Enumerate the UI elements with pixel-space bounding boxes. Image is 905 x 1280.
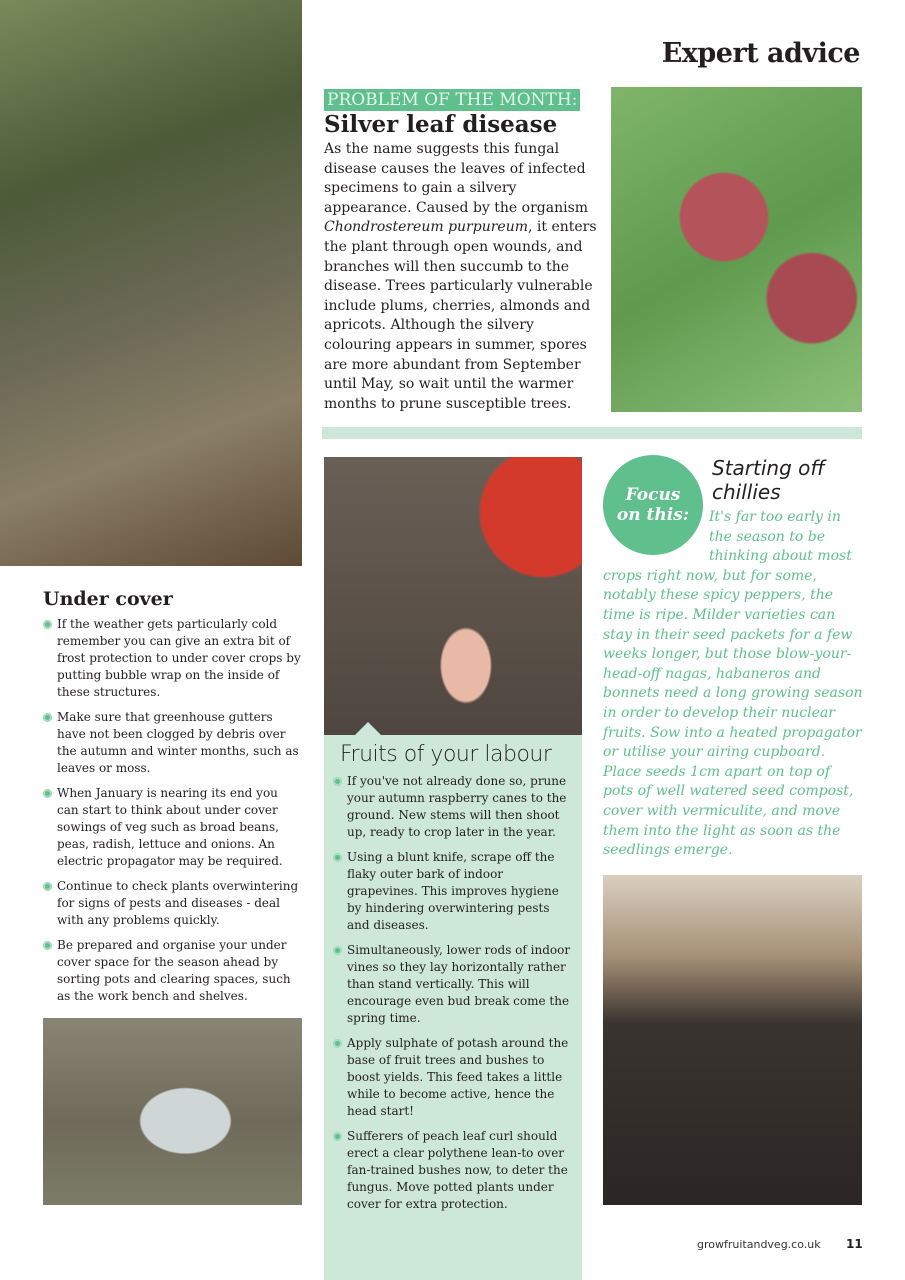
list-item [333, 849, 573, 934]
bullet-icon [333, 946, 342, 955]
pruning-secateurs-photo [324, 457, 582, 735]
list-item-text: If the weather gets particularly cold remember you can give an extra bit of frost protection to under cover crops by putting bubble wrap on the inside of these structures. [57, 617, 301, 699]
badge-wrap-spacer [603, 508, 709, 566]
fruits-list [333, 773, 573, 1221]
list-item-text: Sufferers of peach leaf curl should erect a clear polythene lean-to over fan-trained bushes now, to deter the fungus. Move potted plants under cover for extra protection. [347, 1129, 568, 1211]
focus-badge-line: on this: [616, 505, 690, 525]
list-item [333, 1035, 573, 1120]
list-item-text: Simultaneously, lower rods of indoor vines so they lay horizontally rather than stand vertically. This will encourage even bud break come the spring time. [347, 943, 571, 1025]
problem-body-text: As the name suggests this fungal disease causes the leaves of infected specimens to gain a silvery appearance. Caused by the organism [324, 141, 589, 216]
problem-body-text: , it enters the plant through open wounds, and branches will then succumb to the disease. Trees particularly vulnerable include plums, cherries, almonds and apricots. Although the silvery colouring appears in summer, spores are more abundant from September until May, so wait until the warmer months to prune susceptible trees. [324, 219, 597, 412]
section-divider [322, 427, 862, 439]
list-item-text: When January is nearing its end you can start to think about under cover sowings of veg such as broad beans, peas, radish, lettuce and onions. An electric propagator may be required. [57, 786, 283, 868]
fruits-heading: Fruits of your labour [340, 742, 552, 767]
gardener-sweeping-photo [0, 0, 302, 566]
bullet-icon [43, 941, 52, 950]
panel-notch [355, 722, 381, 735]
bullet-icon [333, 1039, 342, 1048]
list-item [333, 773, 573, 841]
greenhouse-photo [43, 1018, 302, 1205]
page-title: Expert advice [661, 38, 860, 69]
list-item-text: Continue to check plants overwintering for signs of pests and diseases - deal with any problems quickly. [57, 879, 299, 927]
under-cover-list [43, 616, 301, 1013]
list-item [43, 785, 301, 870]
bullet-icon [43, 882, 52, 891]
focus-badge-line: Focus [625, 485, 681, 505]
bullet-icon [333, 853, 342, 862]
problem-of-month-label: PROBLEM OF THE MONTH: [324, 89, 580, 111]
list-item-text: Apply sulphate of potash around the base of fruit trees and bushes to boost yields. This feed takes a little while to become active, hence the head start! [347, 1036, 569, 1118]
focus-title: Starting off chillies [712, 456, 825, 504]
list-item [43, 616, 301, 701]
problem-body [324, 140, 604, 414]
focus-body-text: It's far too early in the season to be thinking about most crops right now, but for some, notably these spicy peppers, the time is ripe. Milder varieties can stay in their seed packets for a few weeks longer, but those blow-your-head-off nagas, habaneros and bonnets need a long growing season in order to develop their nuclear fruits. Sow into a heated propagator or utilise your airing cupboard. Place seeds 1cm apart on top of pots of well watered seed compost, cover with vermiculite, and move them into the light as soon as the seedlings emerge. [603, 509, 863, 859]
under-cover-heading: Under cover [43, 588, 173, 610]
list-item-text: Using a blunt knife, scrape off the flaky outer bark of indoor grapevines. This improves hygiene by hindering overwintering pests and diseases. [347, 850, 559, 932]
bullet-icon [333, 1132, 342, 1141]
problem-title: Silver leaf disease [324, 111, 558, 138]
list-item [43, 937, 301, 1005]
bullet-icon [43, 713, 52, 722]
focus-body [603, 508, 863, 861]
organism-name: Chondrostereum purpureum [324, 219, 528, 236]
footer-website: growfruitandveg.co.uk [697, 1238, 821, 1251]
list-item-text: Make sure that greenhouse gutters have not been clogged by debris over the autumn and winter months, such as leaves or moss. [57, 710, 299, 775]
bullet-icon [333, 777, 342, 786]
list-item [333, 942, 573, 1027]
list-item [43, 878, 301, 929]
page-number: 11 [846, 1237, 863, 1251]
list-item-text: Be prepared and organise your under cover space for the season ahead by sorting pots and clearing spaces, such as the work bench and shelves. [57, 938, 291, 1003]
list-item-text: If you've not already done so, prune your autumn raspberry canes to the ground. New stems will then shoot up, ready to crop later in the year. [347, 774, 567, 839]
list-item [333, 1128, 573, 1213]
list-item [43, 709, 301, 777]
bullet-icon [43, 620, 52, 629]
chilli-seedlings-photo [603, 875, 862, 1205]
bullet-icon [43, 789, 52, 798]
plums-on-branch-photo [611, 87, 862, 412]
